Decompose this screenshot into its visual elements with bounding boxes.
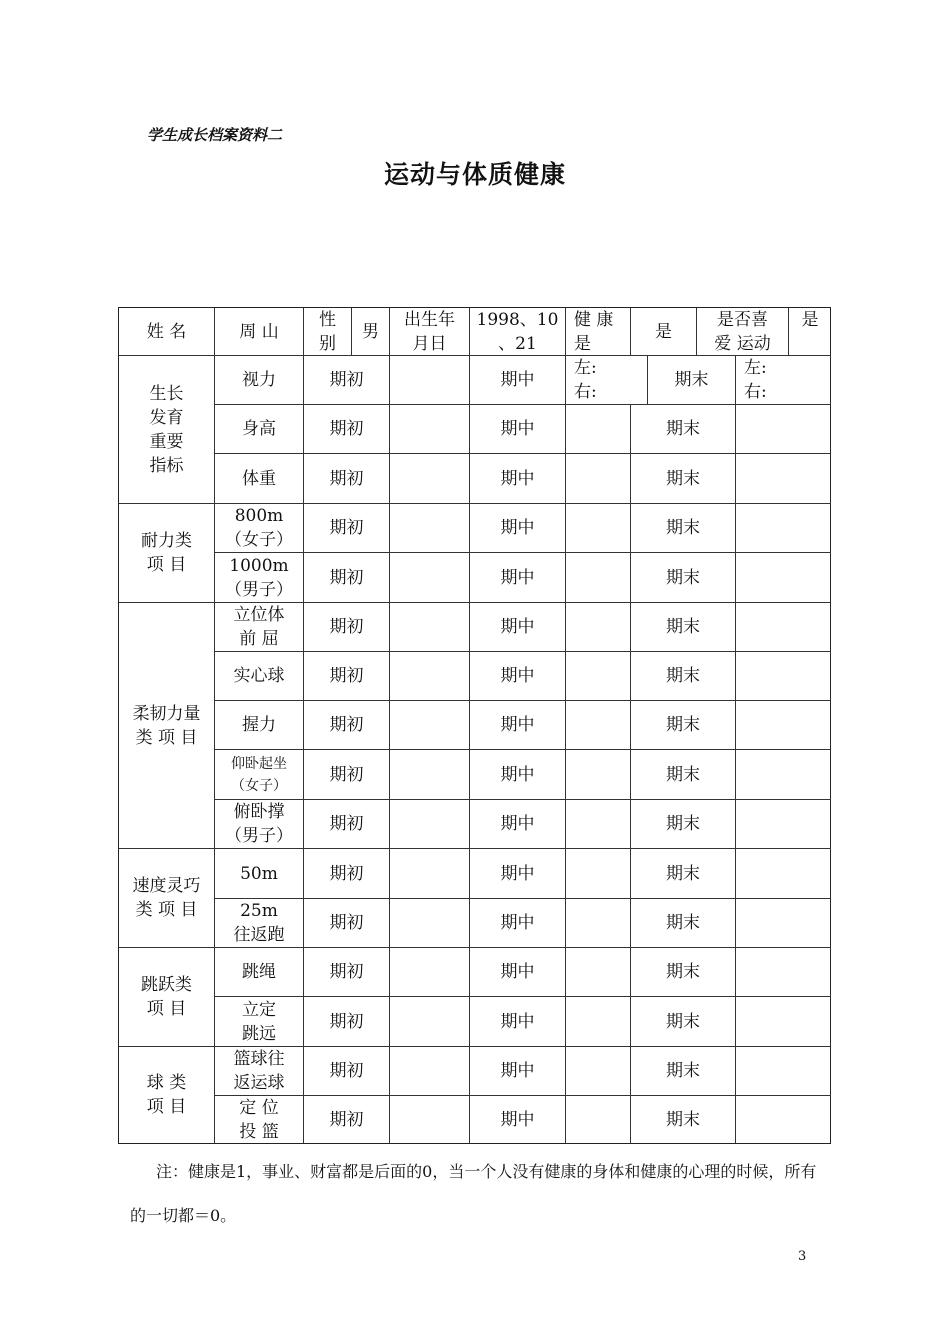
period-mid-value	[566, 899, 631, 948]
period-end-value	[736, 750, 831, 800]
period-end-label: 期末	[631, 454, 736, 504]
period-end-value	[736, 652, 831, 701]
vision-end-lr: 左: 右:	[736, 356, 831, 405]
period-start-value	[390, 1096, 470, 1143]
period-end-label: 期末	[631, 1047, 736, 1096]
period-mid-label: 期中	[470, 405, 566, 454]
period-mid-value	[566, 948, 631, 997]
item-sprint-50: 50m	[215, 849, 304, 899]
category-flex-strength: 柔韧力量 类 项 目	[119, 603, 215, 849]
period-start-value	[390, 948, 470, 997]
period-end-label: 期末	[631, 800, 736, 849]
period-end-value	[736, 454, 831, 504]
period-mid-value	[566, 997, 631, 1047]
item-sit-and-reach: 立位体 前 屈	[215, 603, 304, 652]
period-mid-value	[566, 553, 631, 603]
period-end-label: 期末	[631, 701, 736, 750]
period-start-label: 期初	[304, 1047, 390, 1096]
period-mid-label: 期中	[470, 603, 566, 652]
period-start-label: 期初	[304, 603, 390, 652]
period-start-label: 期初	[304, 899, 390, 948]
item-medicine-ball: 实心球	[215, 652, 304, 701]
period-mid-label: 期中	[470, 504, 566, 553]
period-start-label: 期初	[304, 849, 390, 899]
period-mid-label: 期中	[470, 652, 566, 701]
category-speed: 速度灵巧 类 项 目	[119, 849, 215, 948]
fitness-record-table	[118, 307, 831, 1144]
period-start-value	[390, 997, 470, 1047]
period-end-value	[736, 997, 831, 1047]
period-mid-label: 期中	[470, 1047, 566, 1096]
period-end-value	[736, 405, 831, 454]
item-vision: 视力	[215, 356, 304, 405]
page-number: 3	[798, 1249, 807, 1264]
period-start-value	[390, 701, 470, 750]
name-value: 周 山	[215, 308, 304, 356]
vision-start-value	[390, 356, 470, 405]
period-mid-value	[566, 603, 631, 652]
period-start-label: 期初	[304, 750, 390, 800]
category-endurance: 耐力类 项 目	[119, 504, 215, 603]
period-mid-value	[566, 849, 631, 899]
period-mid-value	[566, 750, 631, 800]
period-mid-value	[566, 701, 631, 750]
period-end-value	[736, 603, 831, 652]
period-start-label: 期初	[304, 997, 390, 1047]
period-start-label: 期初	[304, 701, 390, 750]
period-end-value	[736, 899, 831, 948]
category-ball: 球 类 项 目	[119, 1047, 215, 1143]
item-grip: 握力	[215, 701, 304, 750]
period-end-label: 期末	[631, 603, 736, 652]
period-end-label: 期末	[631, 948, 736, 997]
period-start-label: 期初	[304, 553, 390, 603]
period-mid-label: 期中	[470, 1096, 566, 1143]
period-mid-label: 期中	[470, 701, 566, 750]
likes-sport-value: 是	[789, 308, 831, 356]
period-start-value	[390, 750, 470, 800]
period-mid-label: 期中	[470, 553, 566, 603]
item-dribble: 篮球往 返运球	[215, 1047, 304, 1096]
period-end-label: 期末	[631, 750, 736, 800]
period-end-label: 期末	[631, 849, 736, 899]
period-mid-label: 期中	[470, 800, 566, 849]
gender-label: 性 别	[304, 308, 352, 356]
period-end-value	[736, 504, 831, 553]
category-jump: 跳跃类 项 目	[119, 948, 215, 1047]
period-start-label: 期初	[304, 948, 390, 997]
item-weight: 体重	[215, 454, 304, 504]
period-end-label: 期末	[631, 1096, 736, 1143]
period-mid-value	[566, 800, 631, 849]
item-run-800: 800m （女子）	[215, 504, 304, 553]
period-mid-label: 期中	[470, 997, 566, 1047]
period-start-label: 期初	[304, 504, 390, 553]
period-mid-label: 期中	[470, 454, 566, 504]
item-long-jump: 立定 跳远	[215, 997, 304, 1047]
period-end-label: 期末	[631, 405, 736, 454]
period-mid-label: 期中	[470, 750, 566, 800]
vision-mid-lr: 左: 右:	[566, 356, 648, 405]
health-value: 是	[631, 308, 697, 356]
period-start-value	[390, 553, 470, 603]
item-height: 身高	[215, 405, 304, 454]
likes-sport-label: 是否喜 爱 运动	[697, 308, 789, 356]
period-end-label: 期末	[631, 652, 736, 701]
period-mid-value	[566, 652, 631, 701]
period-start-value	[390, 454, 470, 504]
item-shuttle-25: 25m 往返跑	[215, 899, 304, 948]
period-start-value	[390, 1047, 470, 1096]
item-shooting: 定 位 投 篮	[215, 1096, 304, 1143]
period-start-label: 期初	[304, 454, 390, 504]
period-start-value	[390, 849, 470, 899]
period-end-value	[736, 1047, 831, 1096]
vision-end-label: 期末	[648, 356, 736, 405]
period-end-value	[736, 800, 831, 849]
period-start-value	[390, 652, 470, 701]
period-start-label: 期初	[304, 405, 390, 454]
period-mid-value	[566, 1096, 631, 1143]
period-end-value	[736, 553, 831, 603]
period-end-value	[736, 948, 831, 997]
period-start-value	[390, 405, 470, 454]
document-header: 学生成长档案资料二	[147, 126, 283, 144]
birth-value: 1998、10 、21	[470, 308, 566, 356]
period-mid-label: 期中	[470, 849, 566, 899]
period-end-label: 期末	[631, 899, 736, 948]
period-start-value	[390, 504, 470, 553]
vision-start-label: 期初	[304, 356, 390, 405]
category-growth: 生长 发育 重要 指标	[119, 356, 215, 504]
period-start-value	[390, 800, 470, 849]
period-start-label: 期初	[304, 652, 390, 701]
period-end-value	[736, 701, 831, 750]
birth-label: 出生年 月日	[390, 308, 470, 356]
item-rope: 跳绳	[215, 948, 304, 997]
period-mid-value	[566, 405, 631, 454]
period-start-label: 期初	[304, 1096, 390, 1143]
document-title: 运动与体质健康	[383, 160, 566, 189]
item-situp: 仰卧起坐 （女子）	[215, 750, 304, 800]
period-end-label: 期末	[631, 504, 736, 553]
gender-value: 男	[352, 308, 390, 356]
footnote: 注：健康是1，事业、财富都是后面的0，当一个人没有健康的身体和健康的心理的时候，所有的一切都＝0。	[130, 1162, 817, 1225]
vision-mid-label: 期中	[470, 356, 566, 405]
period-end-value	[736, 1096, 831, 1143]
period-mid-value	[566, 454, 631, 504]
health-label: 健 康 是	[566, 308, 631, 356]
period-mid-value	[566, 504, 631, 553]
period-end-value	[736, 849, 831, 899]
period-mid-label: 期中	[470, 899, 566, 948]
period-end-label: 期末	[631, 997, 736, 1047]
period-mid-label: 期中	[470, 948, 566, 997]
period-start-label: 期初	[304, 800, 390, 849]
period-mid-value	[566, 1047, 631, 1096]
item-pushup: 俯卧撑 （男子）	[215, 800, 304, 849]
period-start-value	[390, 603, 470, 652]
item-run-1000: 1000m （男子）	[215, 553, 304, 603]
period-start-value	[390, 899, 470, 948]
period-end-label: 期末	[631, 553, 736, 603]
name-label: 姓 名	[119, 308, 215, 356]
